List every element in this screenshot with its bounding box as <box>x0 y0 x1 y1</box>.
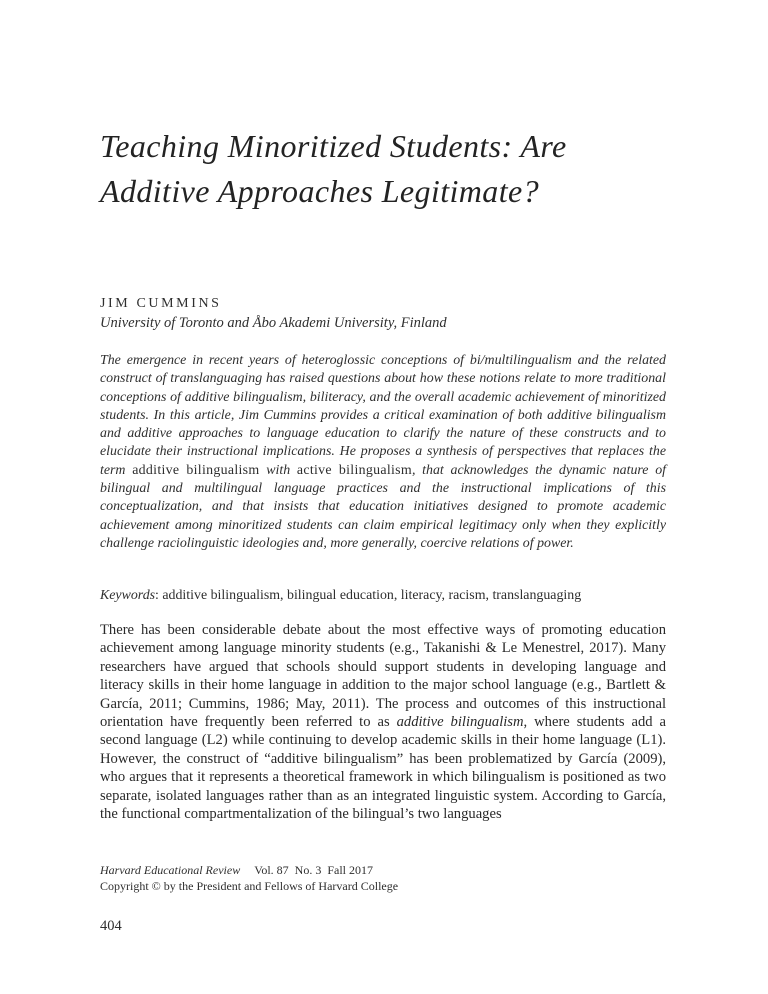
body-text-2: , where students add a second language (L2) while continuing to develop academic skills in their home language (L1). However, the construct of “additive bilingualism” has been problematized by García (2009), who argues that it represents a theoretical framework in which bilingualism is positioned as two separate, isolated languages rather than as an integrated linguistic system. According to García, the functional compartmentalization of the bilingual’s two languages <box>100 714 666 823</box>
article-title-line1: Teaching Minoritized Students: Are <box>100 128 567 164</box>
keywords-label: Keywords <box>100 588 156 603</box>
journal-footer <box>100 863 666 894</box>
journal-name: Harvard Educational Review <box>100 863 241 877</box>
author-affiliation: University of Toronto and Åbo Akademi University, Finland <box>100 315 447 331</box>
copyright-line: Copyright © by the President and Fellows of Harvard College <box>100 878 399 893</box>
article-title-line2: Additive Approaches Legitimate? <box>100 173 539 209</box>
abstract-text-3: , that acknowledges the dynamic nature of bilingual and multilingual language practices and the instructional implications of this conceptualization, and that insists that education initiatives designed to promote academic achievement among minoritized students can claim empirical legitimacy only when they explicitly challenge raciolinguistic ideologies and, more generally, coercive relations of power. <box>100 462 666 551</box>
keywords-list: : additive bilingualism, bilingual education, literacy, racism, translanguaging <box>155 588 582 603</box>
abstract-term-active-bilingualism: active bilingualism <box>296 462 412 478</box>
journal-issue: Vol. 87 No. 3 Fall 2017 <box>254 863 373 877</box>
article-title <box>100 124 675 214</box>
body-term-additive-bilingualism: additive bilingualism <box>396 714 524 731</box>
abstract-paragraph <box>100 352 666 553</box>
abstract-term-additive-bilingualism: additive bilingualism <box>132 462 260 478</box>
page-number: 404 <box>100 918 122 934</box>
journal-citation-line <box>100 863 666 879</box>
body-paragraph <box>100 621 666 823</box>
body-text-1: There has been considerable debate about the most effective ways of promoting education achievement among language minority students (e.g., Takanishi & Le Menestrel, 2017). Many researchers have argued that schools should support students in developing language and literacy skills in their home language in addition to the major school language (e.g., Bartlett & García, 2011; Cummins, 1986; May, 2011). The process and outcomes of this instructional orientation have frequently been referred to as <box>100 622 666 731</box>
author-name: JIM CUMMINS <box>100 296 222 311</box>
abstract-text-1: The emergence in recent years of heteroglossic conceptions of bi/multilingualism and the related construct of translanguaging has raised questions about how these notions relate to more traditional conceptions of additive bilingualism, biliteracy, and the overall academic achievement of minoritized students. In this article, Jim Cummins provides a critical examination of both additive bilingualism and additive approaches to language education to clarify the nature of these constructs and to elucidate their instructional implications. He proposes a synthesis of perspectives that replaces the term <box>100 353 666 478</box>
keywords-line <box>100 588 666 604</box>
abstract-text-2: with <box>259 462 297 478</box>
